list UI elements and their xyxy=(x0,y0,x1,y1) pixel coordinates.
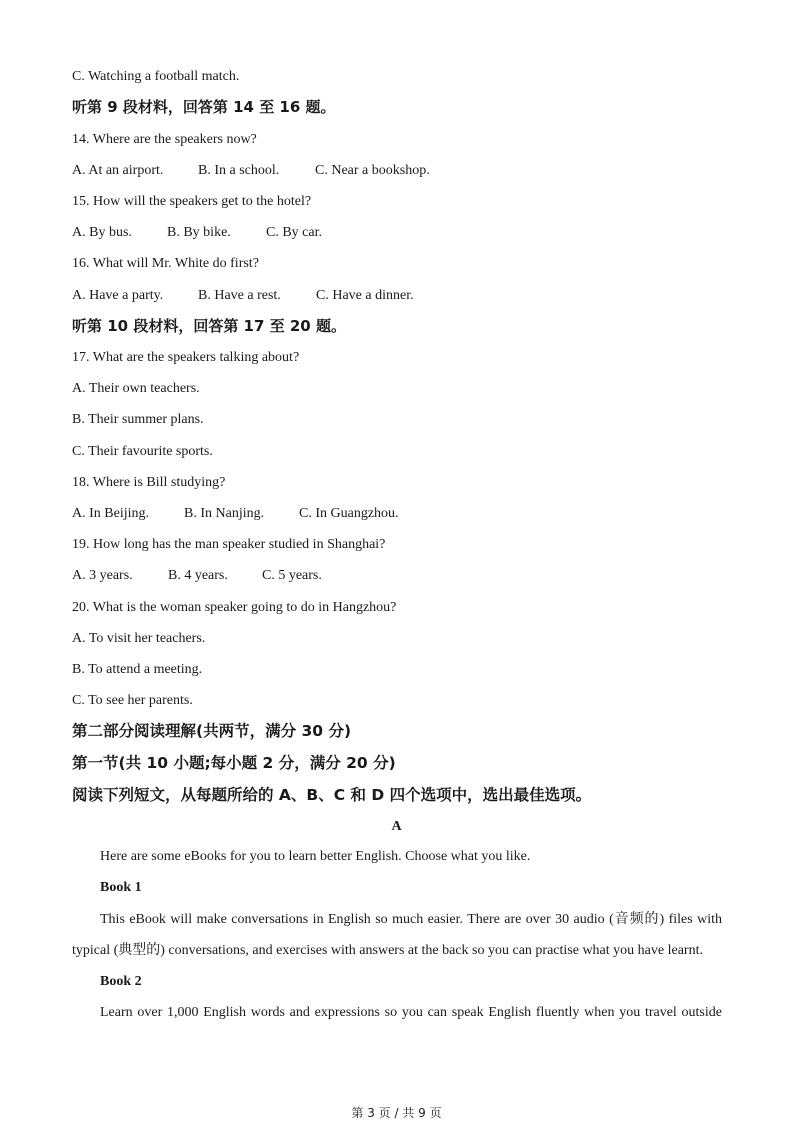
q16-option-a: A. Have a party. xyxy=(72,288,164,303)
q15-option-b: B. By bike. xyxy=(167,225,231,240)
q14-option-b: B. In a school. xyxy=(198,163,280,178)
part2-section1-title: 第一节(共 10 小题;每小题 2 分，满分 20 分) xyxy=(72,754,396,772)
q19-option-b: B. 4 years. xyxy=(168,568,228,583)
section10-heading: 听第 10 段材料，回答第 17 至 20 题。 xyxy=(72,317,346,335)
q20-option-b: B. To attend a meeting. xyxy=(72,662,203,677)
q17-stem: 17. What are the speakers talking about? xyxy=(72,350,300,365)
q19-stem: 19. How long has the man speaker studied in Shanghai? xyxy=(72,537,386,552)
q17-option-c: C. Their favourite sports. xyxy=(72,444,213,459)
q19-option-c: C. 5 years. xyxy=(262,568,322,583)
q13-option-c: C. Watching a football match. xyxy=(72,69,240,84)
q18-options xyxy=(72,506,672,522)
q20-stem: 20. What is the woman speaker going to do in Hangzhou? xyxy=(72,600,397,615)
book2-title: Book 2 xyxy=(100,974,142,989)
q14-option-a: A. At an airport. xyxy=(72,163,164,178)
q18-option-c: C. In Guangzhou. xyxy=(299,506,399,521)
book1-paragraph-line1: This eBook will make conversations in English so much easier. There are over 30 audio (音频的) files with xyxy=(100,912,722,927)
q16-options xyxy=(72,288,672,304)
q16-option-b: B. Have a rest. xyxy=(198,288,281,303)
q14-option-c: C. Near a bookshop. xyxy=(315,163,430,178)
q14-stem: 14. Where are the speakers now? xyxy=(72,132,257,147)
q20-option-c: C. To see her parents. xyxy=(72,693,193,708)
q18-stem: 18. Where is Bill studying? xyxy=(72,475,226,490)
q19-options xyxy=(72,568,672,584)
q20-option-a: A. To visit her teachers. xyxy=(72,631,206,646)
q16-stem: 16. What will Mr. White do first? xyxy=(72,256,259,271)
page-footer: 第 3 页 / 共 9 页 xyxy=(351,1106,442,1120)
q18-option-a: A. In Beijing. xyxy=(72,506,149,521)
q15-options xyxy=(72,225,672,241)
q15-stem: 15. How will the speakers get to the hotel? xyxy=(72,194,312,209)
part2-instruction: 阅读下列短文，从每题所给的 A、B、C 和 D 四个选项中，选出最佳选项。 xyxy=(72,786,592,804)
q15-option-a: A. By bus. xyxy=(72,225,132,240)
passage-a-intro: Here are some eBooks for you to learn better English. Choose what you like. xyxy=(100,849,531,864)
part2-title: 第二部分阅读理解(共两节，满分 30 分) xyxy=(72,722,352,740)
q17-option-a: A. Their own teachers. xyxy=(72,381,200,396)
q18-option-b: B. In Nanjing. xyxy=(184,506,265,521)
q17-option-b: B. Their summer plans. xyxy=(72,412,204,427)
book2-paragraph-line1: Learn over 1,000 English words and expressions so you can speak English fluently when you travel outside xyxy=(100,1005,722,1020)
passage-a-label: A xyxy=(391,819,402,834)
book1-paragraph-line2: typical (典型的) conversations, and exercises with answers at the back so you can practise what you have learnt. xyxy=(72,943,703,958)
q19-option-a: A. 3 years. xyxy=(72,568,133,583)
section9-heading: 听第 9 段材料，回答第 14 至 16 题。 xyxy=(72,98,336,116)
q14-options xyxy=(72,163,672,179)
q15-option-c: C. By car. xyxy=(266,225,322,240)
q16-option-c: C. Have a dinner. xyxy=(316,288,414,303)
book1-title: Book 1 xyxy=(100,880,142,895)
